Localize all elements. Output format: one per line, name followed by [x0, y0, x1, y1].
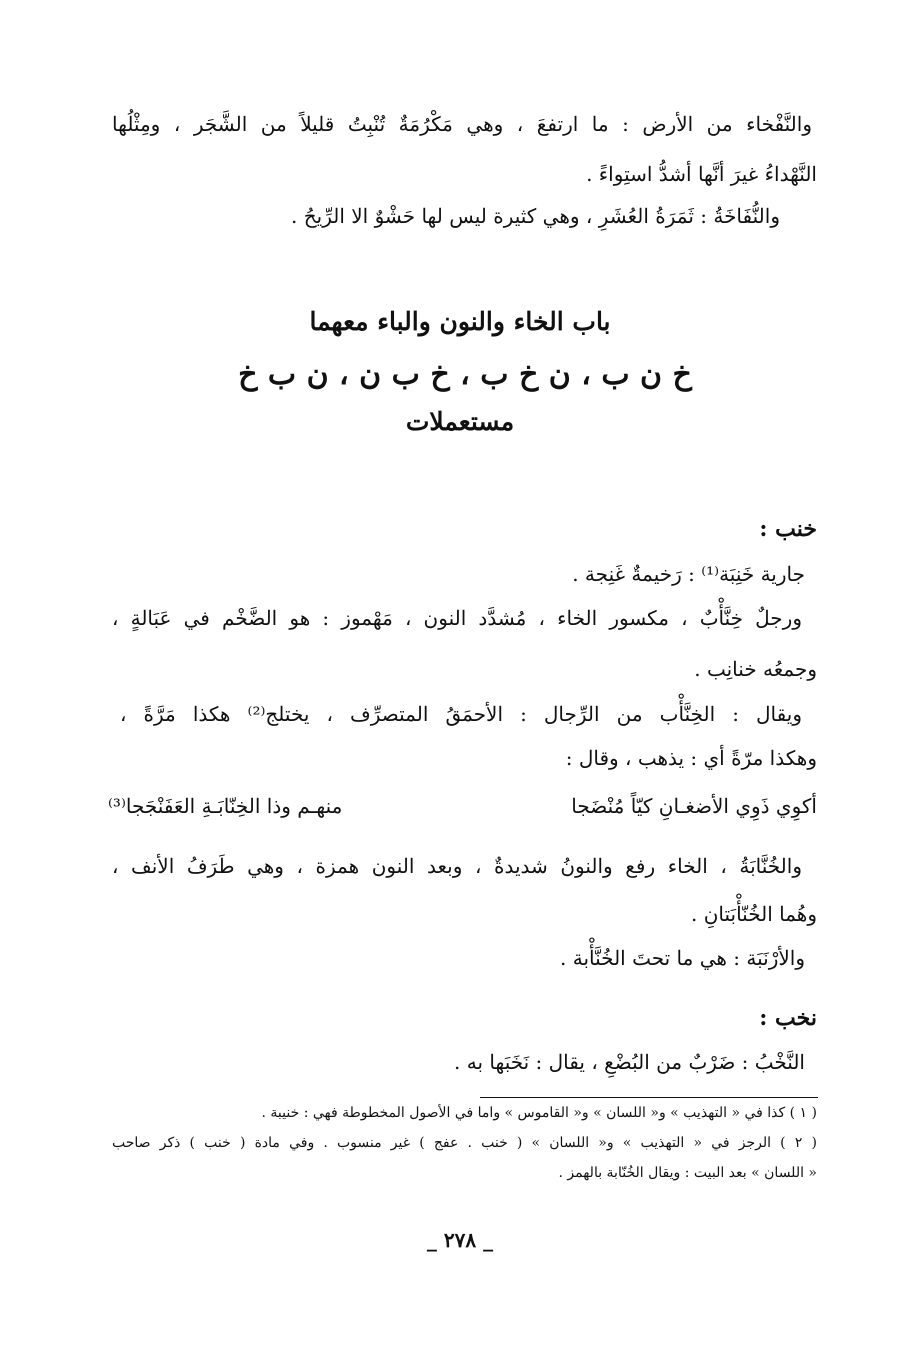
footnote-2: ( ٢ ) الرجز في « التهذيب » و« اللسان » ( خنب . عفج ) غير منسوب . وفي مادة ( خنب ) ذكر صاحب — [112, 1135, 817, 1151]
khanab-line-8: والأرْنَبَة : هي ما تحتَ الخُنَّأْبة . — [560, 946, 805, 970]
khanab-line-7: وهُما الخُنّأْبَتانِ . — [690, 902, 817, 926]
khanab-line-1: جارية خَنِبَة⁽¹⁾ : رَخيمةٌ غَنِجة . — [572, 562, 805, 586]
chapter-title: باب الخاء والنون والباء معهما — [309, 307, 611, 336]
nakhab-line-1: النَّخْبُ : ضَرْبٌ من البُضْعِ ، يقال : نَخَبَها به . — [454, 1050, 805, 1074]
verse-second-hemistich: منهـم وذا الخِنّابَـةِ العَفَنْجَجا⁽³⁾ — [108, 794, 343, 818]
khanab-line-4: ويقال : الخِنَّأْب من الرِّجال : الأحمَقُ المتصرِّف ، يختلج⁽²⁾ هكذا مَرَّةً ، — [120, 702, 802, 726]
verse-first-hemistich: أكوِي ذَوِي الأضغـانِ كيّاً مُنْضَجا — [571, 794, 817, 818]
khanab-line-3: وجمعُه خنانِب . — [694, 657, 817, 681]
intro-line-3: والنُّفَاخَةُ : ثَمَرَةُ العُشَرِ ، وهي كثيرة ليس لها حَشْوٌ الا الرِّيحُ . — [291, 204, 780, 228]
intro-line-2: النَّهْداءُ غيرَ أنَّها أشدُّ استِواءً . — [586, 162, 817, 186]
khanab-line-2: ورجلٌ خِنَّأْبٌ ، مكسور الخاء ، مُشدَّد النون ، مَهْموز : هو الضَّخْم في عَبَالةٍ ، — [112, 606, 802, 630]
footnote-rule — [480, 1097, 818, 1098]
intro-line-1: والنَّفْخاء من الأرض : ما ارتفعَ ، وهي مَكْرُمَةٌ تُنْبِتُ قليلاً من الشَّجَر ، ومِثْلُها — [112, 112, 812, 136]
page-number: _ ٢٧٨ _ — [426, 1228, 494, 1252]
headword-khanab: خنب : — [759, 516, 817, 542]
khanab-line-6: والخُنَّابَةُ ، الخاء رفع والنونُ شديدةٌ ، وبعد النون همزة ، وهي طَرَفُ الأنف ، — [112, 854, 802, 878]
headword-nakhab: نخب : — [759, 1005, 817, 1031]
chapter-status: مستعملات — [405, 407, 515, 436]
footnote-1: ( ١ ) كذا في « التهذيب » و« اللسان » و« القاموس » واما في الأصول المخطوطة فهي : خنيبة . — [261, 1105, 817, 1121]
khanab-line-5: وهكذا مرّةً أي : يذهب ، وقال : — [565, 746, 817, 770]
chapter-roots: خ ن ب ، ن خ ب ، خ ب ن ، ن ب خ — [238, 357, 692, 392]
footnote-3: « اللسان » بعد البيت : ويقال الخُنّابة بالهمز . — [558, 1165, 817, 1181]
